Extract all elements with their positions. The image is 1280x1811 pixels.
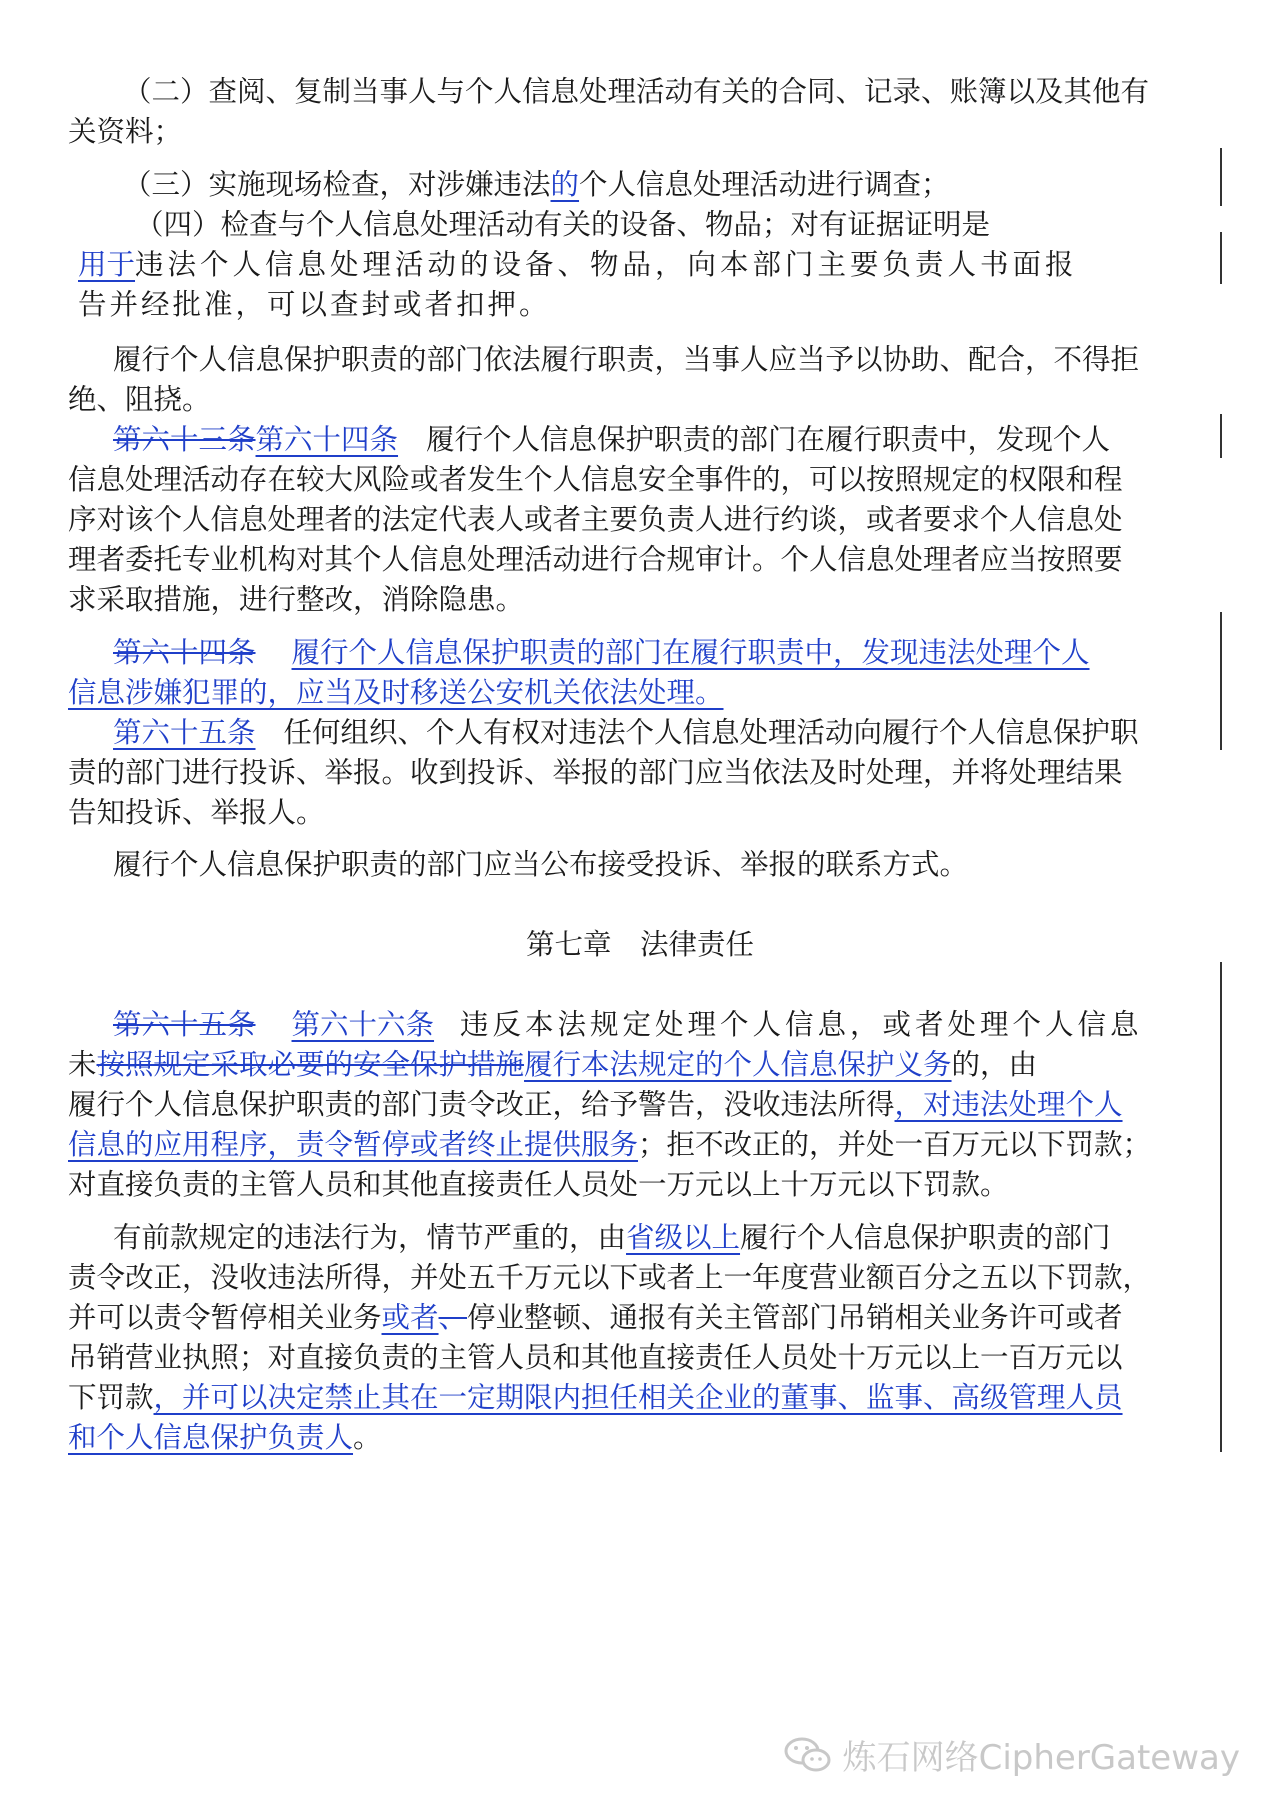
inserted-text: 信息的应用程序，责令暂停或者终止提供服务 (68, 1128, 639, 1161)
change-bar (1220, 414, 1222, 458)
change-bar (1220, 148, 1222, 206)
inserted-article-number: 第六十五条 (113, 716, 256, 749)
paragraph-line: 对直接负责的主管人员和其他直接责任人员处一万元以上十万元以下罚款。 (68, 1168, 1009, 1201)
inserted-text: ，对违法处理个人 (894, 1088, 1123, 1121)
article-64-line: 第六十三条第六十四条 履行个人信息保护职责的部门在履行职责中，发现个人 (113, 423, 1111, 456)
paragraph-line: 关资料； (68, 115, 183, 148)
inserted-text: 用于 (78, 248, 136, 281)
chapter-heading: 第七章 法律责任 (525, 928, 754, 961)
inserted-text: 或者 (381, 1301, 439, 1334)
paragraph-line: 并可以责令暂停相关业务或者、停业整顿、通报有关主管部门吊销相关业务许可或者 (68, 1301, 1123, 1334)
inserted-article-number: 第六十四条 (255, 423, 399, 456)
deleted-text: 第六十三条 (113, 423, 256, 456)
paragraph-line: 告知投诉、举报人。 (68, 796, 325, 829)
paragraph-line: 求采取措施，进行整改，消除隐患。 (68, 583, 525, 616)
paragraph-line: 用于违法个人信息处理活动的设备、物品，向本部门主要负责人书面报 (78, 248, 1078, 281)
inserted-text: 和个人信息保护负责人 (68, 1421, 354, 1454)
inserted-text: 信息涉嫌犯罪的，应当及时移送公安机关依法处理。 (68, 676, 724, 709)
paragraph-line: 未按照规定采取必要的安全保护措施履行本法规定的个人信息保护义务的，由 (68, 1048, 1038, 1081)
inserted-text: 省级以上 (626, 1221, 741, 1254)
change-bar (1220, 232, 1222, 284)
inserted-text: 履行本法规定的个人信息保护义务 (524, 1048, 952, 1081)
paragraph-line: （二）查阅、复制当事人与个人信息处理活动有关的合同、记录、账簿以及其他有 (123, 75, 1150, 108)
deleted-text: 第六十五条 (113, 1008, 256, 1041)
article-66-line: 第六十五条 第六十六条 违反本法规定处理个人信息，或者处理个人信息 (113, 1008, 1143, 1041)
paragraph-line: 责的部门进行投诉、举报。收到投诉、举报的部门应当依法及时处理，并将处理结果 (68, 756, 1123, 789)
paragraph-line: 序对该个人信息处理者的法定代表人或者主要负责人进行约谈，或者要求个人信息处 (68, 503, 1123, 536)
watermark-text: 炼石网络CipherGateway (842, 1738, 1240, 1778)
paragraph-line: 告并经批准，可以查封或者扣押。 (78, 288, 551, 321)
inserted-text: 履行个人信息保护职责的部门在履行职责中，发现违法处理个人 (291, 636, 1090, 669)
paragraph-line: 理者委托专业机构对其个人信息处理活动进行合规审计。个人信息处理者应当按照要 (68, 543, 1123, 576)
paragraph-line: 信息的应用程序，责令暂停或者终止提供服务；拒不改正的，并处一百万元以下罚款； (68, 1128, 1152, 1161)
paragraph-line: 和个人信息保护负责人。 (68, 1421, 382, 1454)
paragraph-line: 履行个人信息保护职责的部门依法履行职责，当事人应当予以协助、配合，不得拒 (113, 343, 1140, 376)
change-bar (1220, 962, 1222, 1452)
deleted-text: 第六十四条 (113, 636, 256, 669)
deleted-article-line (113, 633, 1090, 673)
paragraph-line: 下罚款，并可以决定禁止其在一定期限内担任相关企业的董事、监事、高级管理人员 (68, 1381, 1123, 1414)
paragraph-line: 吊销营业执照；对直接负责的主管人员和其他直接责任人员处十万元以上一百万元以 (68, 1341, 1123, 1374)
article-65-line: 第六十五条 任何组织、个人有权对违法个人信息处理活动向履行个人信息保护职 (113, 716, 1139, 749)
watermark (783, 1730, 1240, 1779)
inserted-text: 的 (550, 168, 580, 201)
deleted-text: 按照规定采取必要的安全保护措施 (96, 1048, 525, 1081)
paragraph-line: （四）检查与个人信息处理活动有关的设备、物品；对有证据证明是 (135, 208, 991, 241)
paragraph-line (68, 673, 724, 713)
paragraph-line: （三）实施现场检查，对涉嫌违法的个人信息处理活动进行调查； (123, 168, 950, 201)
inserted-article-number: 第六十六条 (291, 1008, 435, 1041)
inserted-text: ，并可以决定禁止其在一定期限内担任相关企业的董事、监事、高级管理人员 (153, 1381, 1123, 1414)
paragraph-line: 有前款规定的违法行为，情节严重的，由省级以上履行个人信息保护职责的部门 (113, 1221, 1111, 1254)
wechat-icon (783, 1735, 833, 1775)
change-bar (1220, 612, 1222, 750)
paragraph-line: 履行个人信息保护职责的部门责令改正，给予警告，没收违法所得，对违法处理个人 (68, 1088, 1123, 1121)
paragraph-line: 绝、阻挠。 (68, 383, 211, 416)
deleted-text: 、 (438, 1301, 468, 1334)
paragraph-line: 信息处理活动存在较大风险或者发生个人信息安全事件的，可以按照规定的权限和程 (68, 463, 1123, 496)
paragraph-line: 履行个人信息保护职责的部门应当公布接受投诉、举报的联系方式。 (113, 848, 969, 881)
paragraph-line: 责令改正，没收违法所得，并处五千万元以下或者上一年度营业额百分之五以下罚款， (68, 1261, 1152, 1294)
